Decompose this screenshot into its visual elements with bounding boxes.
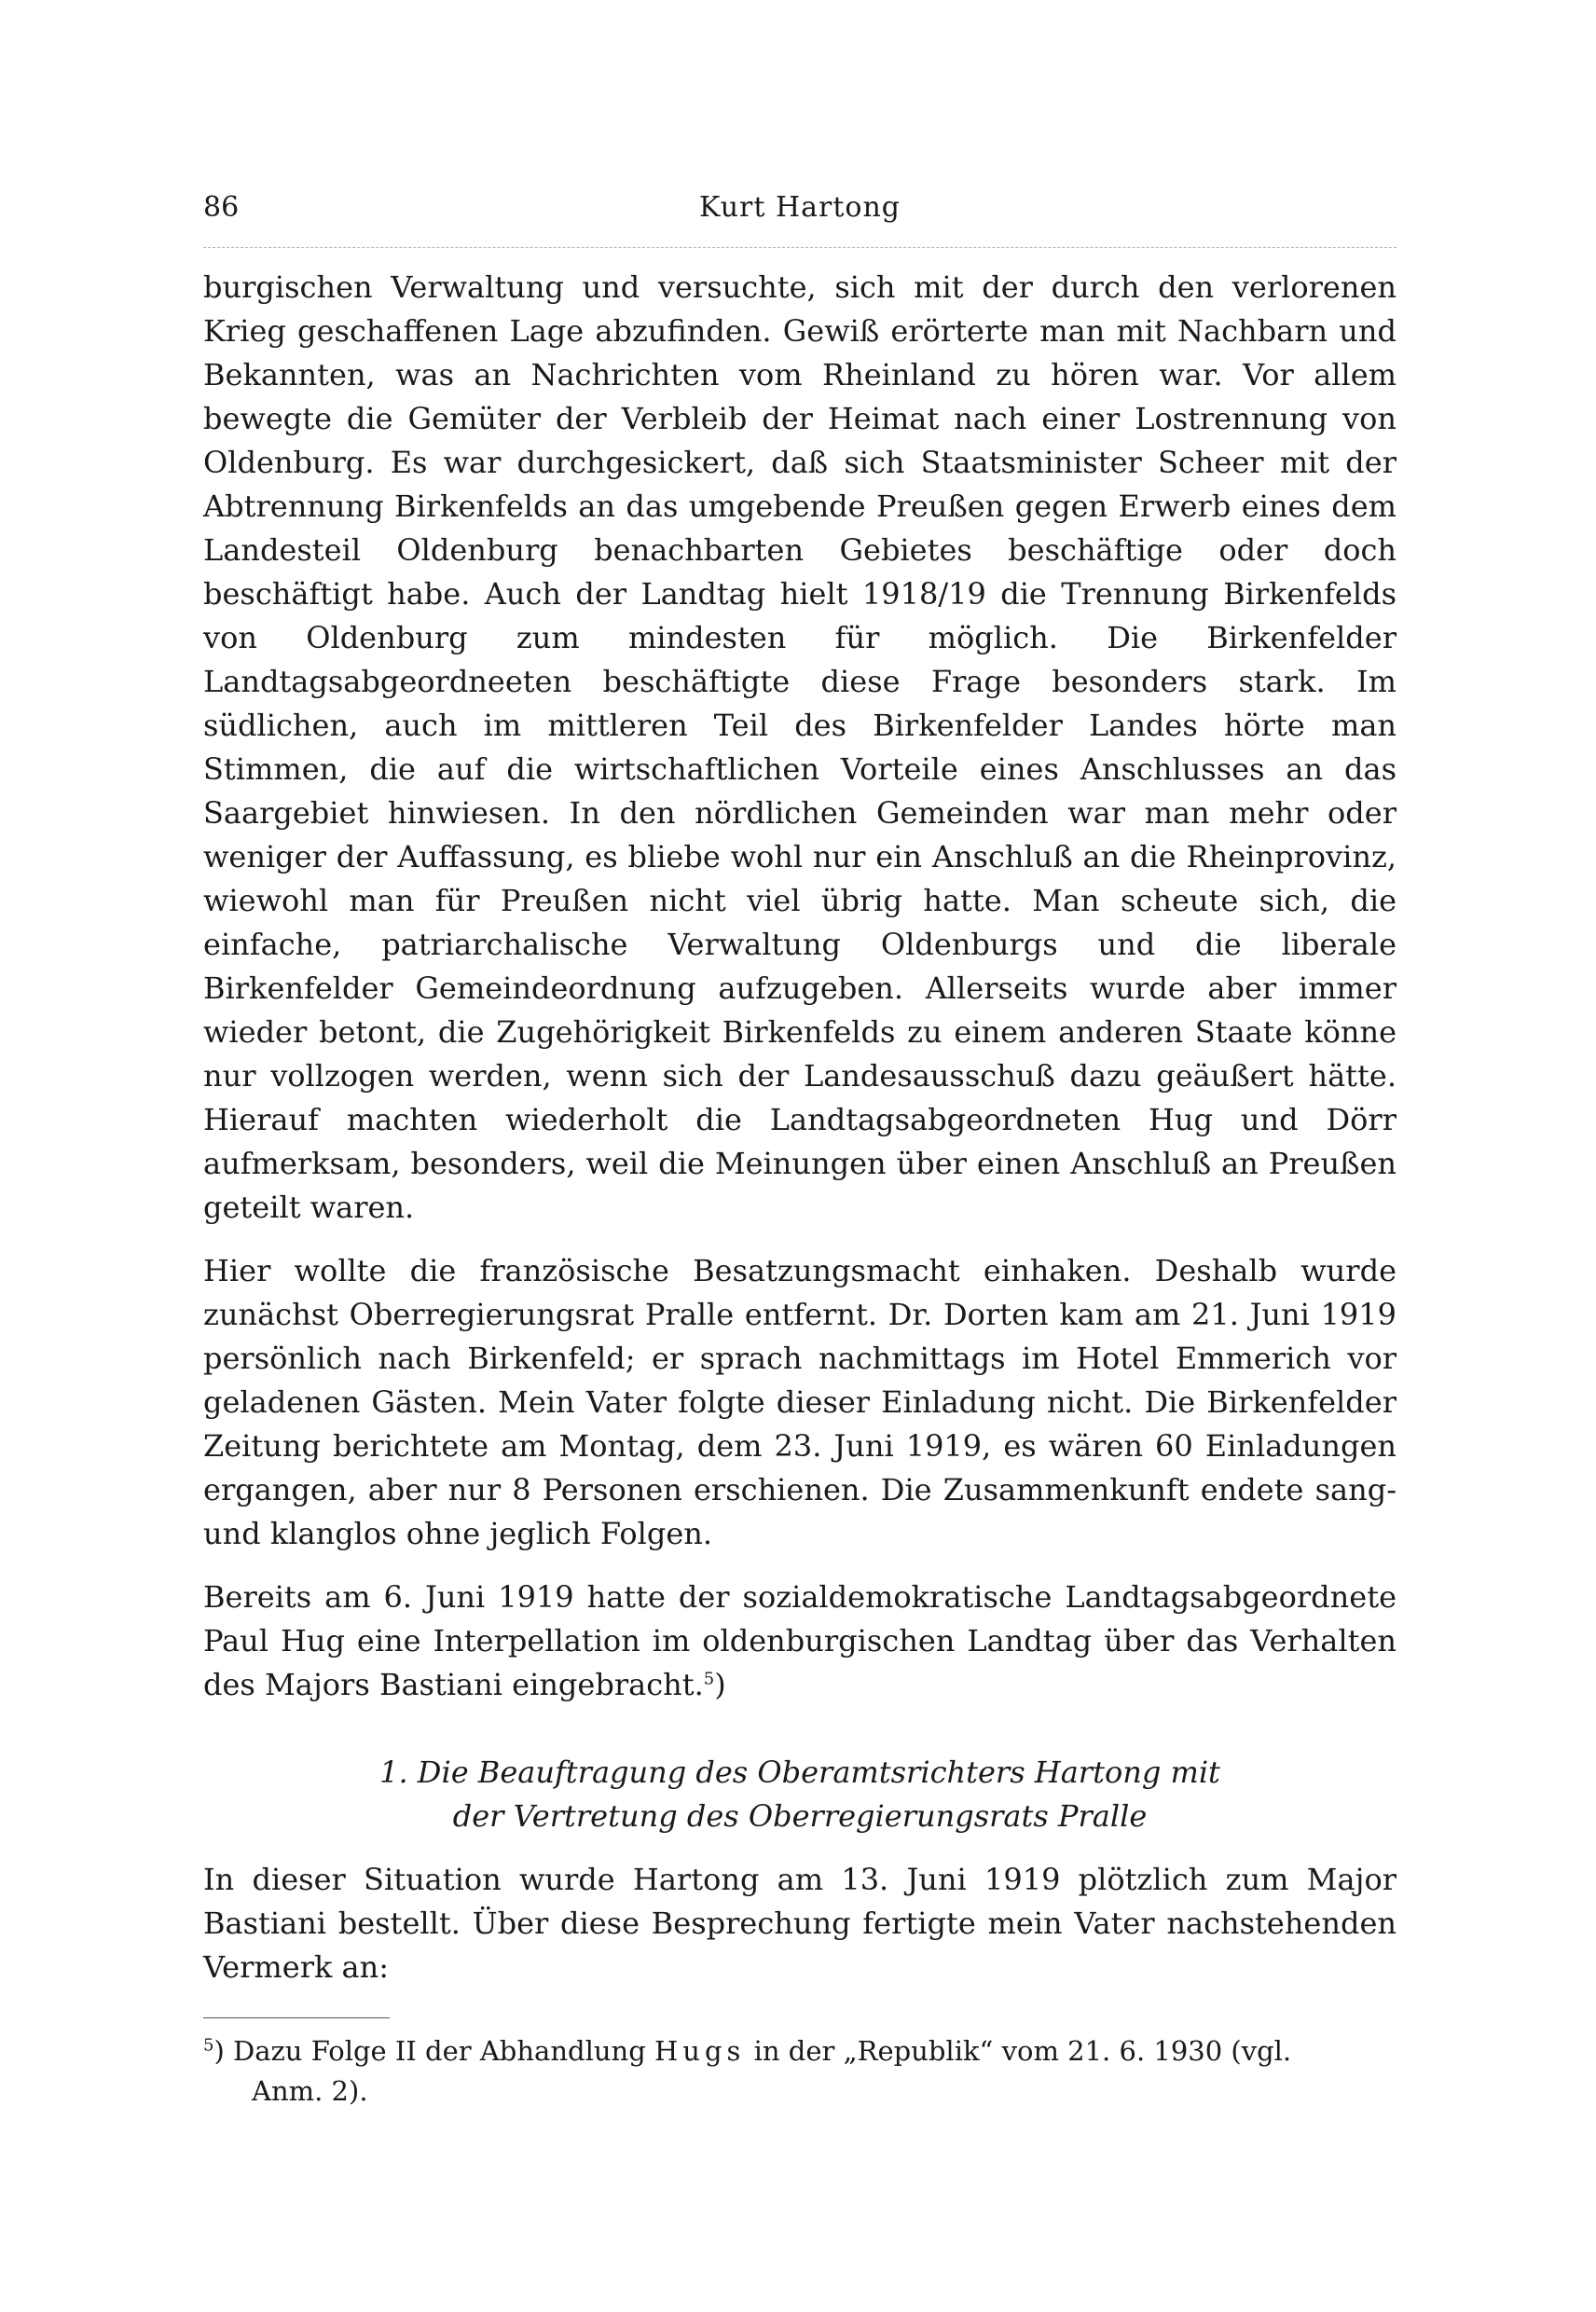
footnote-mark: 5 bbox=[203, 2035, 214, 2056]
footnote-text-before: ) Dazu Folge II der Abhandlung bbox=[213, 2035, 654, 2067]
footnote-text-after: in der „Republik“ vom 21. 6. 1930 (vgl. bbox=[745, 2035, 1292, 2067]
section-heading-line-2: der Vertretung des Oberregierungsrats Pralle bbox=[452, 1798, 1148, 1834]
footnote-5 bbox=[203, 2031, 1396, 2112]
body-text bbox=[203, 266, 1396, 2112]
paragraph-3-text: Bereits am 6. Juni 1919 hatte der sozialdemokratische Landtagsabgeordnete Paul Hug eine Interpellation im oldenburgischen Landtag über das Verhalten des Majors Bastiani eingebracht. bbox=[203, 1579, 1396, 1702]
footnote-reference: 5 bbox=[703, 1669, 715, 1689]
paragraph-1: burgischen Verwaltung und versuchte, sich mit der durch den verlorenen Krieg geschaffenen Lage abzufinden. Gewiß erörterte man mit Nachbarn und Bekannten, was an Nachrichten vom Rheinland zu hören war. Vor allem bewegte die Gemüter der Verbleib der Heimat nach einer Lostrennung von Oldenburg. Es war durchgesickert, daß sich Staatsminister Scheer mit der Abtrennung Birkenfelds an das umgebende Preußen gegen Erwerb eines dem Landesteil Oldenburg benachbarten Gebietes beschäftige oder doch beschäftigt habe. Auch der Landtag hielt 1918/19 die Trennung Birkenfelds von Oldenburg zum mindesten für möglich. Die Birkenfelder Landtagsabgeordneeten beschäftigte diese Frage besonders stark. Im südlichen, auch im mittleren Teil des Birkenfelder Landes hörte man Stimmen, die auf die wirtschaftlichen Vorteile eines Anschlusses an das Saargebiet hinwiesen. In den nördlichen Gemeinden war man mehr oder weniger der Auffassung, es bliebe wohl nur ein Anschluß an die Rheinprovinz, wiewohl man für Preußen nicht viel übrig hatte. Man scheute sich, die einfache, patriarchalische Verwaltung Oldenburgs und die liberale Birkenfelder Gemeindeordnung aufzugeben. Allerseits wurde aber immer wieder betont, die Zugehörigkeit Birkenfelds zu einem anderen Staate könne nur vollzogen werden, wenn sich der Landesausschuß dazu geäußert hätte. Hierauf machten wiederholt die Landtagsabgeordneten Hug und Dörr aufmerksam, besonders, weil die Meinungen über einen Anschluß an Preußen geteilt waren. bbox=[203, 269, 1396, 1225]
footnote-divider bbox=[203, 2017, 390, 2018]
paragraph-3 bbox=[203, 1576, 1396, 1707]
paragraph-2: Hier wollte die französische Besatzungsmacht einhaken. Deshalb wurde zunächst Oberregierungsrat Pralle entfernt. Dr. Dorten kam am 21. Juni 1919 persönlich nach Birkenfeld; er sprach nachmittags im Hotel Emmerich vor geladenen Gästen. Mein Vater folgte dieser Einladung nicht. Die Birkenfelder Zeitung berichtete am Montag, dem 23. Juni 1919, es wären 60 Einladungen ergangen, aber nur 8 Personen erschienen. Die Zusammenkunft endete sang- und klanglos ohne jeglich Folgen. bbox=[203, 1253, 1396, 1551]
paragraph-4: In dieser Situation wurde Hartong am 13. Juni 1919 plötzlich zum Major Bastiani bestellt. Über diese Besprechung fertigte mein Vater nachstehenden Vermerk an: bbox=[203, 1862, 1396, 1985]
footnote-line-2: Anm. 2). bbox=[252, 2075, 368, 2107]
page-number: 86 bbox=[203, 191, 240, 224]
running-title: Kurt Hartong bbox=[698, 191, 901, 224]
running-head bbox=[203, 191, 1396, 236]
section-heading bbox=[203, 1751, 1396, 1838]
footnote-spaced-name: Hugs bbox=[654, 2035, 746, 2067]
header-divider bbox=[203, 247, 1396, 248]
footnote-reference-paren: ) bbox=[714, 1667, 726, 1702]
section-heading-line-1: 1. Die Beauftragung des Oberamtsrichters Hartong mit bbox=[379, 1755, 1220, 1790]
